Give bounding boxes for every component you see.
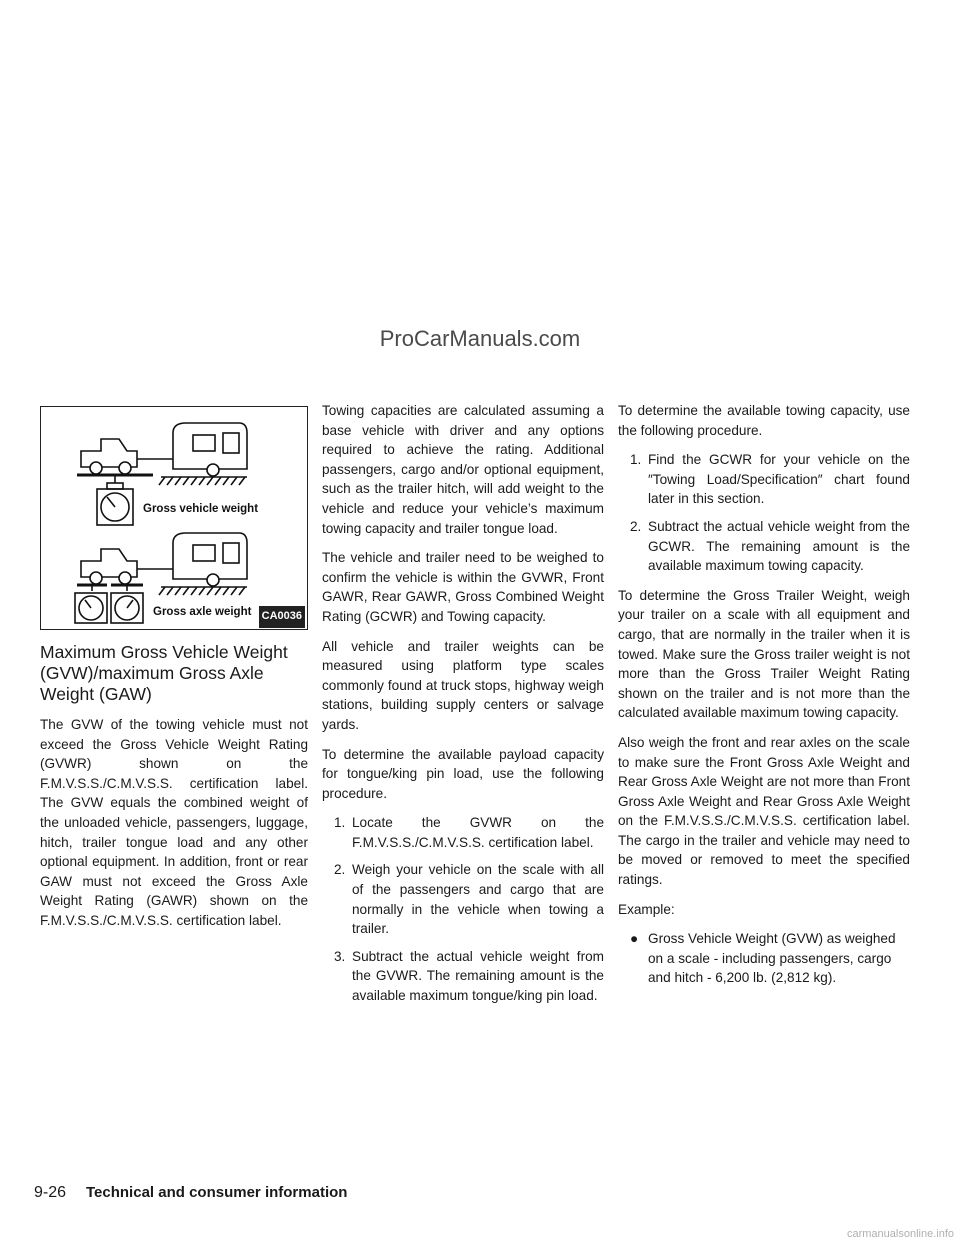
figure-label-gross-axle-weight: Gross axle weight xyxy=(153,606,252,618)
step-number: 2. xyxy=(334,862,346,878)
step-number: 2. xyxy=(630,518,642,534)
example-bullets xyxy=(618,929,910,988)
gvw-paragraph: The GVW of the towing vehicle must not exceed the Gross Vehicle Weight Rating (GVWR) shown on the F.M.V.S.S./C.M.V.S.S. certification label. The GVW equals the combined weight of the unloaded vehicle, passengers, luggage, hitch, trailer tongue load and any other optional equipment. In addition, front or rear GAW must not exceed the Gross Axle Weight Rating (GAWR) shown on the F.M.V.S.S./C.M.V.S.S. certification label. xyxy=(40,717,308,928)
list-item xyxy=(618,517,910,576)
figure-code: CA0036 xyxy=(259,606,305,628)
list-item xyxy=(618,929,910,988)
step-text: Weigh your vehicle on the scale with all of the passengers and cargo that are normally in the vehicle when towing a trailer. xyxy=(352,862,604,937)
step-number: 1. xyxy=(334,815,346,831)
scales-paragraph: All vehicle and trailer weights can be measured using platform type scales commonly found at truck stops, highway weigh stations, building supply centers or salvage yards. xyxy=(322,638,604,732)
watermark-bottom: carmanualsonline.info xyxy=(846,1228,954,1240)
bullet-icon: ● xyxy=(630,931,639,947)
column-2 xyxy=(322,401,604,1016)
step-text: Locate the GVWR on the F.M.V.S.S./C.M.V.S.S. certification label. xyxy=(352,815,604,850)
towing-steps-list xyxy=(618,450,910,576)
payload-steps-list xyxy=(322,813,604,1005)
towing-procedure-intro: To determine the available towing capacity, use the following procedure. xyxy=(618,403,910,438)
section-title: Technical and consumer information xyxy=(86,1184,348,1201)
list-item xyxy=(322,860,604,938)
towing-weight-figure xyxy=(40,406,308,630)
page-number: 9-26 xyxy=(34,1184,67,1201)
bullet-text: Gross Vehicle Weight (GVW) as weighed on a scale - including passengers, cargo and hitch - 6,200 lb. (2,812 kg). xyxy=(648,931,896,986)
step-number: 1. xyxy=(630,452,642,468)
column-1 xyxy=(40,406,308,941)
towing-weight-illustration xyxy=(41,407,307,629)
list-item xyxy=(322,947,604,1006)
list-item xyxy=(322,813,604,852)
page-footer xyxy=(0,1184,960,1204)
section-heading: Maximum Gross Vehicle Weight (GVW)/maximum Gross Axle Weight (GAW) xyxy=(40,642,288,704)
step-number: 3. xyxy=(334,948,346,964)
gross-trailer-weight-paragraph: To determine the Gross Trailer Weight, weigh your trailer on a scale with all equipment and cargo, that are normally in the trailer when it is towed. Make sure the Gross trailer weight is not more than the Gross Trailer Weight Rating shown on the trailer and is not more than the calculated available maximum towing capacity. xyxy=(618,587,910,721)
step-text: Find the GCWR for your vehicle on the ″Towing Load/Specification″ chart found later in this section. xyxy=(648,452,910,507)
weighing-paragraph: The vehicle and trailer need to be weighed to confirm the vehicle is within the GVWR, Front GAWR, Rear GAWR, Gross Combined Weight Rating (GCWR) and Towing capacity. xyxy=(322,550,604,624)
example-label: Example: xyxy=(618,901,675,917)
list-item xyxy=(618,450,910,509)
column-3 xyxy=(618,401,910,988)
watermark-top: ProCarManuals.com xyxy=(379,326,581,351)
axle-weight-paragraph: Also weigh the front and rear axles on the scale to make sure the Front Gross Axle Weight and Rear Gross Axle Weight are not more than Front Gross Axle Weight and Rear Gross Axle Weight on the F.M.V.S.S./C.M.V.S.S. certification label. The cargo in the trailer and vehicle may need to be moved or removed to meet the specified ratings. xyxy=(618,734,910,888)
step-text: Subtract the actual vehicle weight from the GVWR. The remaining amount is the available maximum tongue/king pin load. xyxy=(352,948,604,1004)
figure-label-gross-vehicle-weight: Gross vehicle weight xyxy=(143,503,259,515)
payload-procedure-intro: To determine the available payload capacity for tongue/king pin load, use the following procedure. xyxy=(322,746,604,801)
step-text: Subtract the actual vehicle weight from the GCWR. The remaining amount is the available maximum towing capacity. xyxy=(648,518,910,574)
towing-capacity-paragraph: Towing capacities are calculated assuming a base vehicle with driver and any options required to achieve the rating. Additional passengers, cargo and/or optional equipment, such as the trailer hitch, will add weight to the vehicle and reduce your vehicle’s maximum towing capacity and trailer tongue load. xyxy=(322,403,604,536)
